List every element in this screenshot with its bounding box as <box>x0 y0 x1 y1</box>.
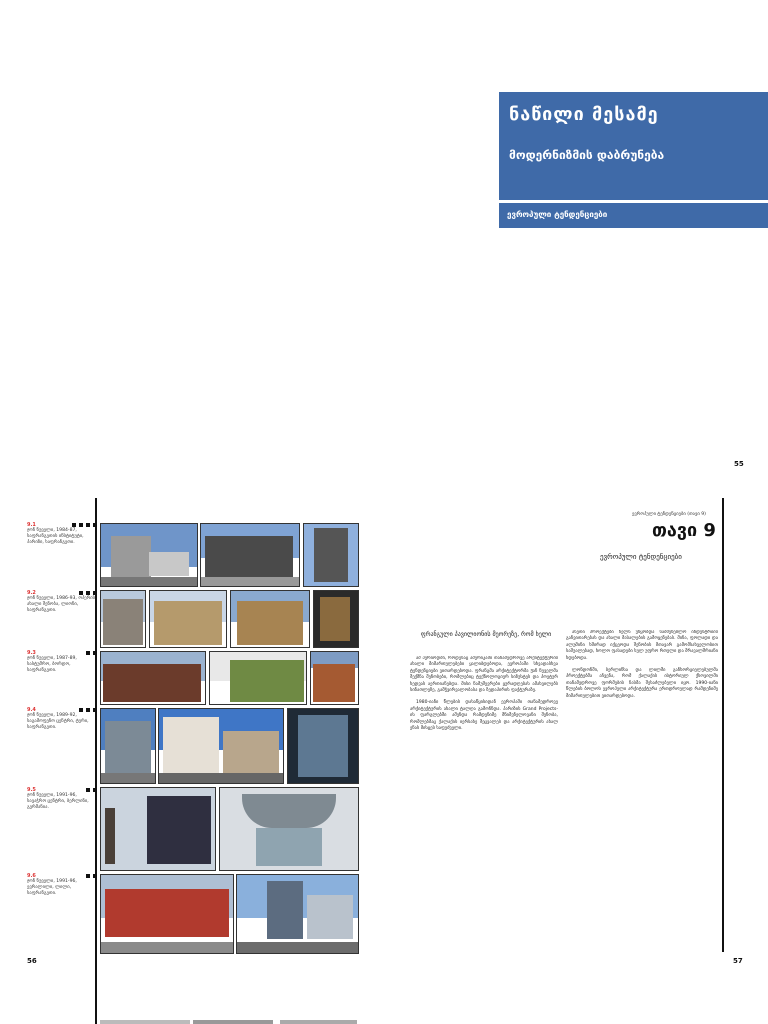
caption-text: ჯონ ნუველი, 1987-89, სასტუმრო, ბორდო, საფრანგეთი. <box>27 656 77 673</box>
photo-9-5b <box>219 787 359 871</box>
section-heading: ფრანგული პავილიონის მეორეზე, რომ ხელი <box>420 631 552 638</box>
body-column-1 <box>410 656 558 952</box>
photo-9-1b <box>200 523 300 587</box>
next-spread-photo-a <box>100 1020 190 1024</box>
body-paragraph: 1980-იანი წლების დასაწყისიდან ევროპაში თანამედროვე არქიტექტურის ახალი ტალღა გამოჩნდა. პარიზის Grand Projects-ის ფარგლებში აშენდა რამდენიმე მნიშვნელოვანი შენობა, რომლებმაც ქალაქის იერსახე შეცვალეს და არქიტექტურის ახალ ენას მისცეს საფუძველი. <box>410 700 558 732</box>
photo-9-1a <box>100 523 198 587</box>
caption-9-2 <box>27 590 97 614</box>
photo-9-4c <box>287 708 359 784</box>
caption-number: 9.1 <box>27 522 36 528</box>
chapter-title: ევროპული ტენდენციები <box>600 553 682 561</box>
caption-9-3 <box>27 650 97 674</box>
part-title: ნაწილი მესამე <box>509 104 659 125</box>
gutter-line-left <box>95 498 97 1024</box>
running-head: ევროპული ტენდენციები (თავი 9) <box>632 512 706 517</box>
photo-9-3b <box>209 651 307 705</box>
photo-9-3a <box>100 651 206 705</box>
photo-9-2a <box>100 590 146 648</box>
caption-text: ჯონ ნუველი, 1989-92, საგამოფენო ცენტრი, ტური, საფრანგეთი. <box>27 713 89 730</box>
photo-9-2d <box>313 590 359 648</box>
photo-9-4b <box>158 708 284 784</box>
body-paragraph: ამ პერიოდში, როდესაც ამერიკაში თანამედროვე არქიტექტურის ახალი მიმართულებები ყალიბდებოდა, ევროპაში სხვადასხვა ტენდენციები ვითარდებოდა. ფრანგმა არქიტექტორმა ჟან ნუველმა შექმნა შენობები, რომლებიც ტექნოლოგიურ სიზუსტეს და პოეტურ ხედვას აერთიანებდა. მისი ნამუშევრები ყურადღებას ამახვილებს სინათლეზე, გამჭვირვალობასა და ზედაპირის ფაქტურაზე. <box>410 656 558 694</box>
photo-9-6a <box>100 874 234 954</box>
caption-9-1 <box>27 522 97 546</box>
photo-9-4a <box>100 708 156 784</box>
gutter-line-right <box>722 498 724 952</box>
part-header-block <box>499 92 768 200</box>
caption-number: 9.3 <box>27 650 36 656</box>
photo-9-2c <box>230 590 310 648</box>
body-paragraph: ლონდონში, ბერლინსა და ლილში განხორციელებულმა პროექტებმა აჩვენა, რომ ქალაქის ისტორიულ ქსოვილში თანამედროვე ფორმების ჩასმა შესაძლებელი იყო. 1990-იანი წლების ბოლოს ევროპული არქიტექტურა ერთდროულად რამდენიმე მიმართულებით ვითარდებოდა. <box>566 668 718 699</box>
part-strip <box>499 203 768 228</box>
caption-text: ჯონ ნუველი, 1991-96, სავაჭრო ცენტრი, ბერლინი, გერმანია. <box>27 793 89 810</box>
page-number-top: 55 <box>734 460 744 468</box>
page-number-left: 56 <box>27 957 37 965</box>
caption-text: ჯონ ნუველი, 1986-93, ოპერის ახალი შენობა, ლიონი, საფრანგეთი. <box>27 596 96 613</box>
caption-9-5 <box>27 787 97 811</box>
photo-9-5a <box>100 787 216 871</box>
chapter-number: თავი 9 <box>652 520 716 541</box>
part-subtitle: მოდერნიზმის დაბრუნება <box>509 148 665 162</box>
next-spread-photo-b <box>193 1020 273 1024</box>
caption-number: 9.5 <box>27 787 36 793</box>
next-spread-photo-c <box>280 1020 357 1024</box>
caption-number: 9.2 <box>27 590 36 596</box>
page-number-right: 57 <box>733 957 743 965</box>
part-strip-label: ევროპული ტენდენციები <box>507 210 608 219</box>
caption-text: ჯონ ნუველი, 1984-87, საფრანგეთის ინსტიტუტი, პარიზი, საფრანგეთი. <box>27 528 84 545</box>
photo-9-6b <box>236 874 359 954</box>
caption-9-6 <box>27 873 97 897</box>
caption-9-4 <box>27 707 97 731</box>
photo-9-3c <box>310 651 359 705</box>
body-paragraph: ასეთი პროექტები ხელს უწყობდა სამშენებლო ინდუსტრიის განვითარებას და ახალი მასალების გამოყენებას. მინა, ფოლადი და ალუმინი ხშირად იქცეოდა შენობის მთავარ გამომსახველობით საშუალებად, ხოლო ფასადები სულ უფრო რთული და მრავალშრიანი ხდებოდა. <box>566 630 718 661</box>
caption-number: 9.6 <box>27 873 36 879</box>
photo-9-2b <box>149 590 227 648</box>
body-column-2 <box>566 630 718 952</box>
caption-number: 9.4 <box>27 707 36 713</box>
photo-9-1c <box>303 523 359 587</box>
caption-text: ჯონ ნუველი, 1991-96, ევრალილი, ლილი, საფრანგეთი. <box>27 879 77 896</box>
